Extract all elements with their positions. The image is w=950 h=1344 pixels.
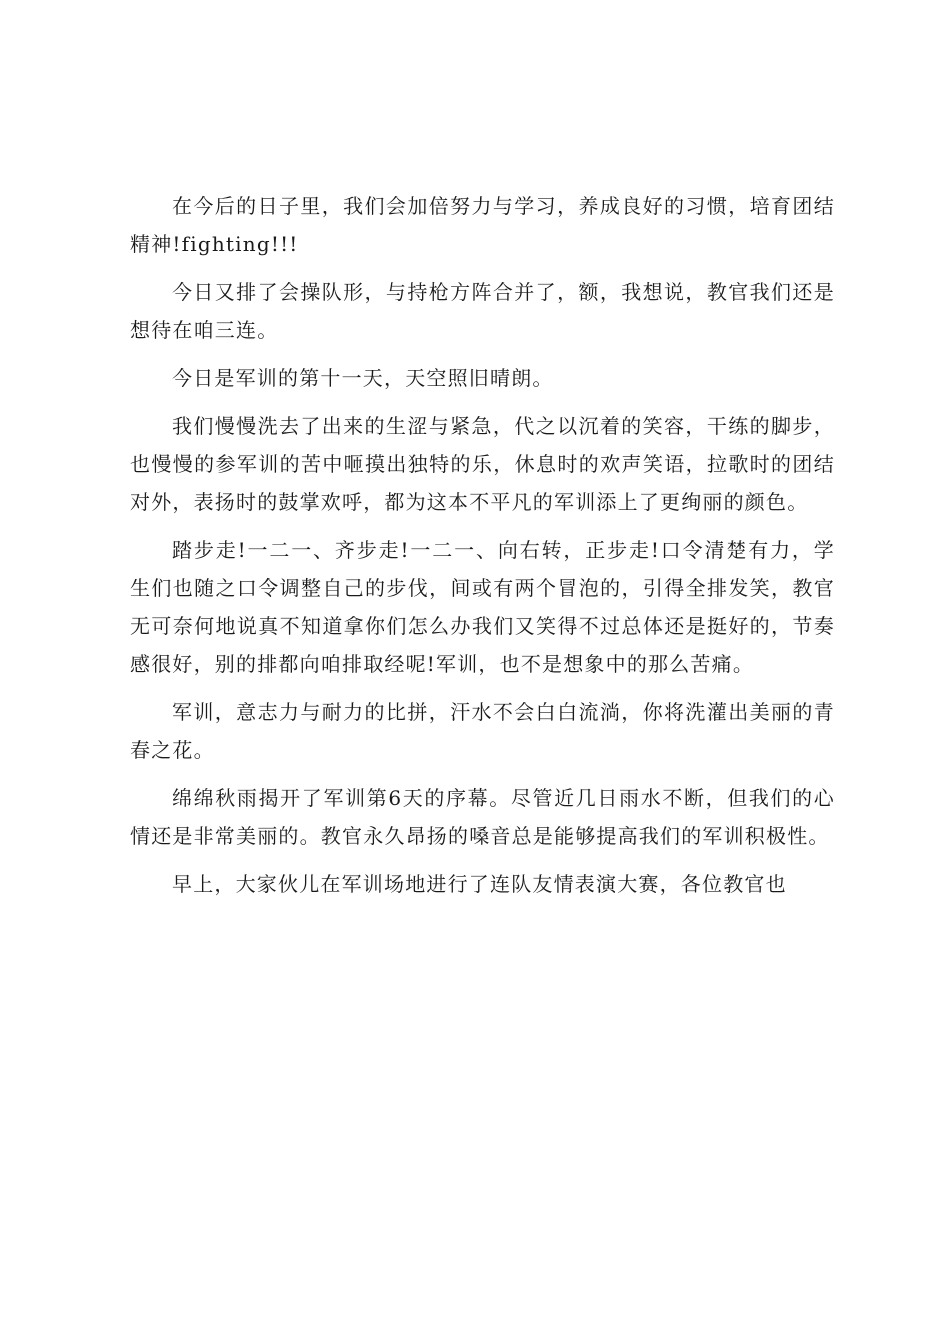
paragraph: 早上，大家伙儿在军训场地进行了连队友情表演大赛，各位教官也 <box>172 872 787 896</box>
paragraph: 在今后的日子里，我们会加倍努力与学习，养成良好的习惯，培育团结精神!fighting!!! <box>130 194 835 256</box>
document-body <box>130 187 835 913</box>
paragraph: 军训，意志力与耐力的比拼，汗水不会白白流淌，你将洗灌出美丽的青春之花。 <box>130 700 835 762</box>
paragraph: 踏步走!一二一、齐步走!一二一、向右转，正步走!口令清楚有力，学生们也随之口令调整自己的步伐，间或有两个冒泡的，引得全排发笑，教官无可奈何地说真不知道拿你们怎么办我们又笑得不过总体还是挺好的，节奏感很好，别的排都向咱排取经呢!军训，也不是想象中的那么苦痛。 <box>130 538 835 676</box>
paragraph: 我们慢慢洗去了出来的生涩与紧急，代之以沉着的笑容，干练的脚步，也慢慢的参军训的苦中咂摸出独特的乐，休息时的欢声笑语，拉歌时的团结对外，表扬时的鼓掌欢呼，都为这本不平凡的军训添上了更绚丽的颜色。 <box>130 414 835 514</box>
paragraph: 绵绵秋雨揭开了军训第6天的序幕。尽管近几日雨水不断，但我们的心情还是非常美丽的。教官永久昂扬的嗓音总是能够提高我们的军训积极性。 <box>130 786 835 848</box>
paragraph: 今日是军训的第十一天，天空照旧晴朗。 <box>172 366 554 390</box>
paragraph: 今日又排了会操队形，与持枪方阵合并了，额，我想说，教官我们还是想待在咱三连。 <box>130 280 835 342</box>
